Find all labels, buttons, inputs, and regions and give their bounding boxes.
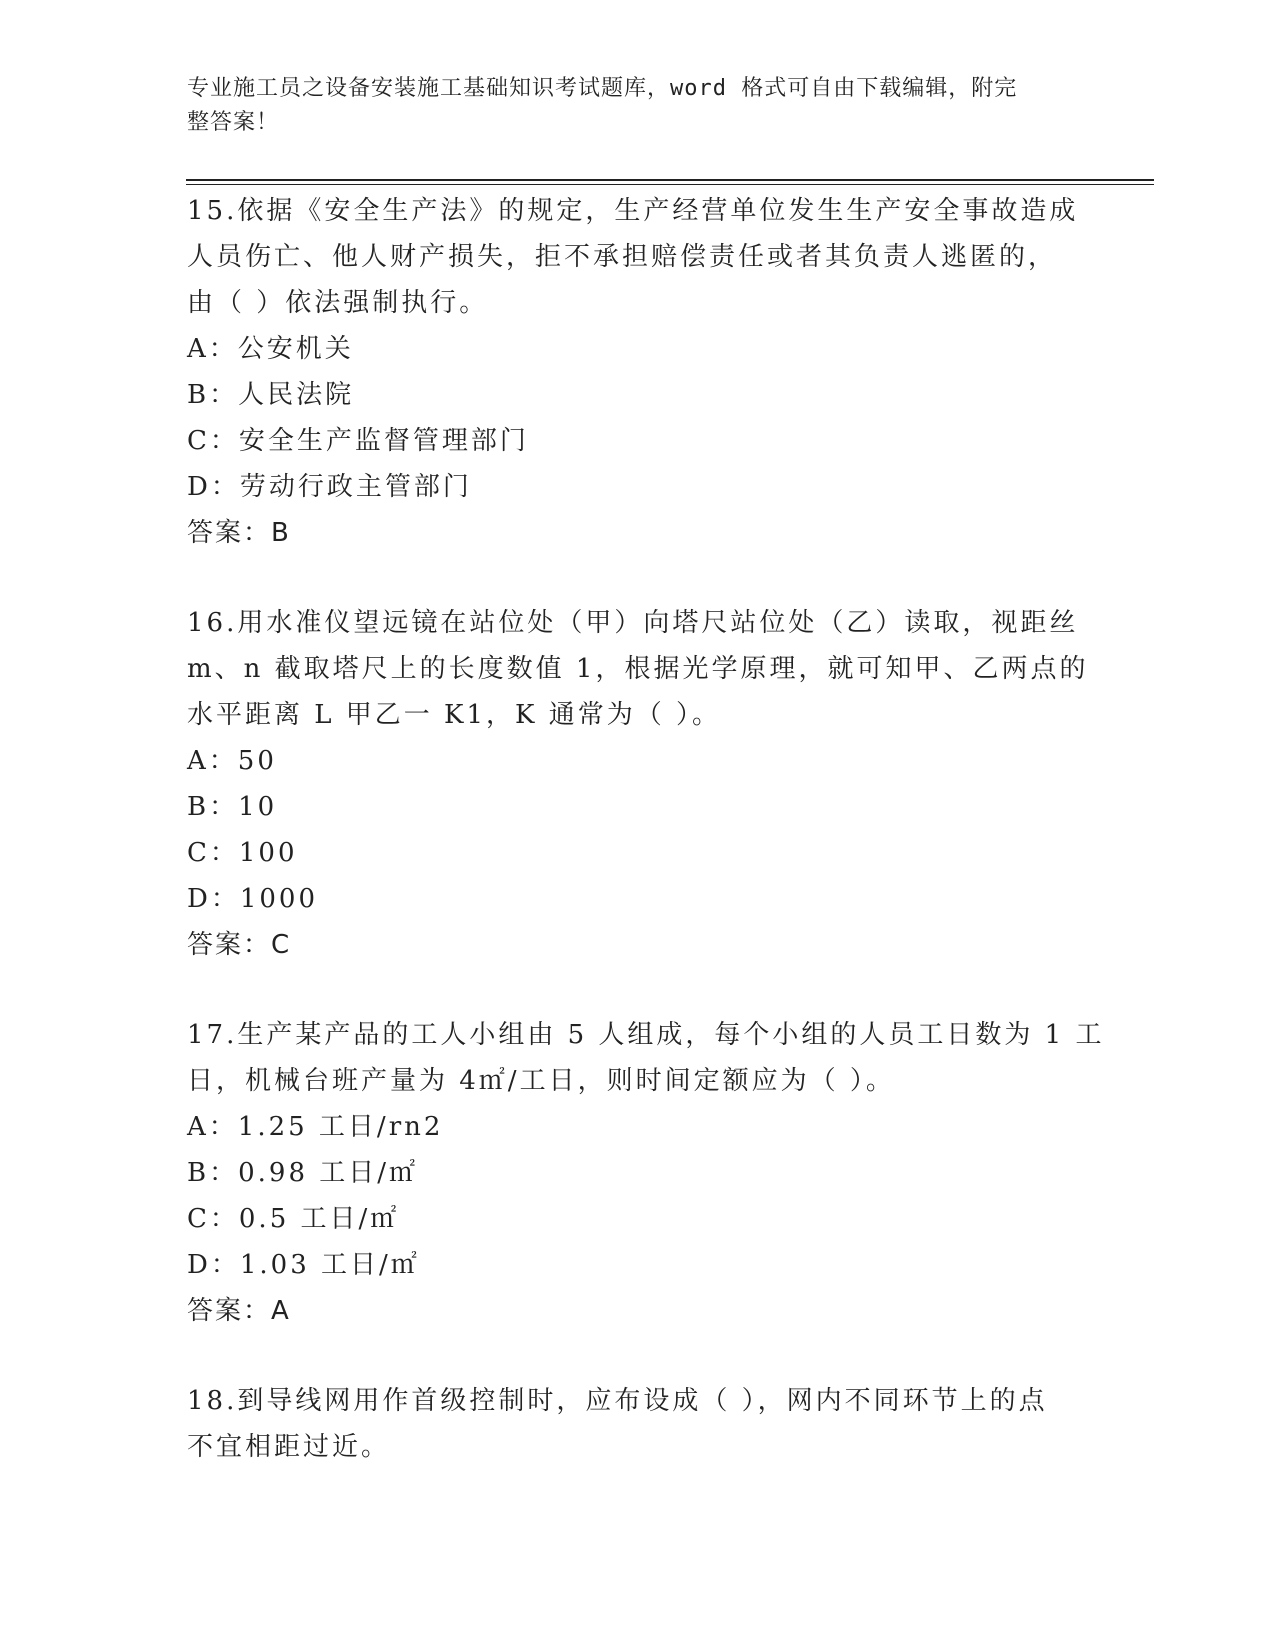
answer: 答案：B <box>187 518 291 548</box>
option-c: C：0.5 工日/㎡ <box>187 1204 400 1234</box>
question-15 <box>187 188 1077 556</box>
question-text: 不宜相距过近。 <box>187 1432 391 1462</box>
question-text: 日，机械台班产量为 4㎡/工日，则时间定额应为（ ）。 <box>187 1066 895 1096</box>
question-text: 18.到导线网用作首级控制时，应布设成（ ），网内不同环节上的点 <box>187 1386 1048 1416</box>
question-16 <box>187 600 1089 968</box>
answer: 答案：A <box>187 1296 291 1326</box>
option-d: D：1000 <box>187 884 319 914</box>
question-text: m、n 截取塔尺上的长度数值 1，根据光学原理，就可知甲、乙两点的 <box>187 654 1089 684</box>
option-b: B：人民法院 <box>187 380 355 410</box>
answer: 答案：C <box>187 930 292 960</box>
header-rule-thick <box>186 179 1154 181</box>
question-text: 由（ ）依法强制执行。 <box>187 288 489 318</box>
question-list <box>187 188 1105 1514</box>
option-a: A：1.25 工日/rn2 <box>187 1112 444 1142</box>
question-text: 人员伤亡、他人财产损失，拒不承担赔偿责任或者其负责人逃匿的， <box>187 242 1058 272</box>
option-a: A：公安机关 <box>187 334 354 364</box>
option-a: A：50 <box>187 746 277 776</box>
option-c: C：安全生产监督管理部门 <box>187 426 529 456</box>
header-line-2: 整答案！ <box>187 110 280 135</box>
header-rule-thin <box>186 184 1154 185</box>
option-d: D：劳动行政主管部门 <box>187 472 472 502</box>
question-text: 15.依据《安全生产法》的规定，生产经营单位发生生产安全事故造成 <box>187 196 1079 226</box>
option-d: D：1.03 工日/㎡ <box>187 1250 420 1280</box>
question-18 <box>187 1378 1077 1470</box>
question-text: 17.生产某产品的工人小组由 5 人组成，每个小组的人员工日数为 1 工 <box>187 1020 1105 1050</box>
option-b: B：0.98 工日/㎡ <box>187 1158 419 1188</box>
question-17 <box>187 1012 1105 1334</box>
header-line-1: 专业施工员之设备安装施工基础知识考试题库，word 格式可自由下载编辑，附完 <box>187 76 1018 101</box>
question-text: 水平距离 L 甲乙一 K1，K 通常为（ ）。 <box>187 700 721 730</box>
option-b: B：10 <box>187 792 278 822</box>
question-text: 16.用水准仪望远镜在站位处（甲）向塔尺站位处（乙）读取，视距丝 <box>187 608 1079 638</box>
option-c: C：100 <box>187 838 298 868</box>
document-header <box>187 72 1067 140</box>
